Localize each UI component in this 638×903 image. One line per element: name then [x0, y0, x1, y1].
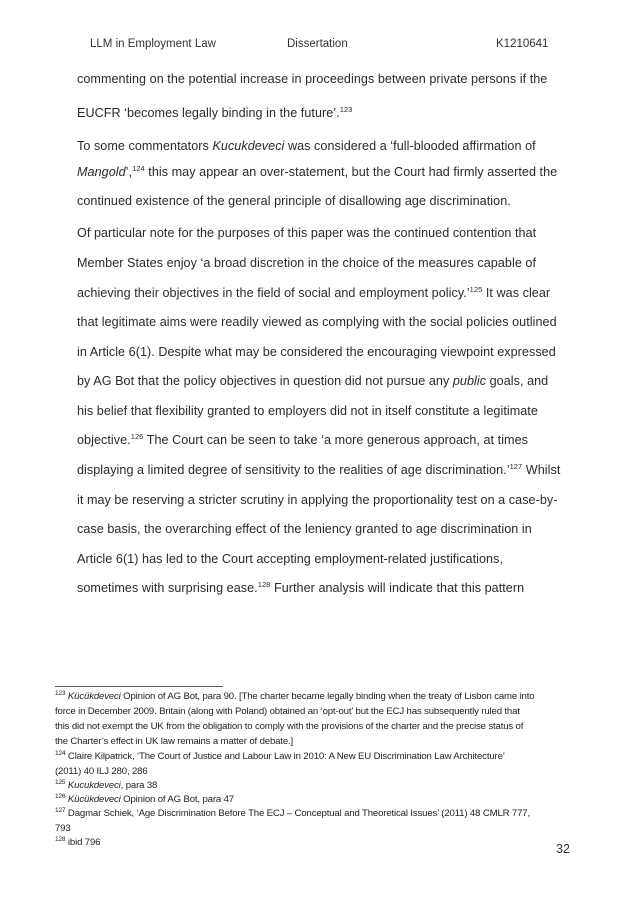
body-line: it may be reserving a stricter scrutiny in applying the proportionality test on a case-by- — [77, 493, 558, 507]
body-line: commenting on the potential increase in proceedings between private persons if the — [77, 72, 548, 86]
footnote-line: the Charter’s effect in UK law remains a matter of debate.] — [55, 736, 294, 747]
body-line: in Article 6(1). Despite what may be considered the encouraging viewpoint expressed — [77, 345, 556, 359]
footnote: $^{125}$ Kucukdeveci, para 38 — [55, 778, 158, 791]
body-line: Member States enjoy ‘a broad discretion in the choice of the measures capable of — [77, 256, 537, 270]
body-line: achieving their objectives in the field of social and employment policy.’$^{125}$ It was clear — [77, 284, 551, 300]
body-line: To some commentators Kucukdeveci was considered a ‘full-blooded affirmation of — [77, 139, 536, 153]
header-student-id: K1210641 — [496, 38, 549, 50]
footnote-ref[interactable]: 127 — [509, 461, 523, 471]
footnote: $^{124}$ Claire Kilpatrick, ‘The Court of Justice and Labour Law in 2010: A New EU Discrimination Law Architecture’ — [55, 749, 505, 762]
header-doc-type: Dissertation — [287, 38, 348, 50]
body-line: Mangold’,$^{124}$ this may appear an over-statement, but the Court had firmly asserted the — [77, 163, 558, 179]
footnote: $^{128}$ ibid 796 — [55, 835, 101, 848]
body-line: EUCFR ‘becomes legally binding in the future’.$^{123}$ — [77, 104, 353, 120]
footnote-line: (2011) 40 ILJ 280, 286 — [55, 766, 148, 777]
footnote-line: force in December 2009. Britain (along with Poland) obtained an ‘opt-out’ but the ECJ has subsequently ruled that — [55, 706, 520, 717]
body-line: objective.$^{126}$ The Court can be seen to take ‘a more generous approach, at times — [77, 431, 528, 447]
body-line: Of particular note for the purposes of this paper was the continued contention that — [77, 226, 537, 240]
footnote-ref[interactable]: 125 — [469, 284, 483, 294]
footnote-line: this did not exempt the UK from the obligation to comply with the provisions of the charter and the precise status of — [55, 721, 524, 732]
body-line: Article 6(1) has led to the Court accepting employment-related justifications, — [77, 552, 503, 566]
body-line: sometimes with surprising ease.$^{128}$ Further analysis will indicate that this pattern — [77, 579, 525, 595]
header-course: LLM in Employment Law — [90, 38, 216, 50]
footnote-separator — [55, 686, 223, 687]
body-line: by AG Bot that the policy objectives in question did not pursue any public goals, and — [77, 374, 549, 388]
footnote: $^{127}$ Dagmar Schiek, ‘Age Discrimination Before The ECJ – Conceptual and Theoretical Issues’ (2011) 48 CMLR 777, — [55, 806, 530, 819]
footnote-line: 793 — [55, 823, 71, 834]
footnote-ref[interactable]: 126 — [130, 431, 144, 441]
footnote-ref[interactable]: 124 — [132, 163, 145, 173]
footnote: $^{126}$ Kücükdeveci Opinion of AG Bot, para 47 — [55, 792, 234, 805]
body-line: case basis, the overarching effect of the leniency granted to age discrimination in — [77, 522, 532, 536]
body-line: that legitimate aims were readily viewed as complying with the social policies outlined — [77, 315, 557, 329]
body-line: continued existence of the general principle of disallowing age discrimination. — [77, 194, 511, 208]
body-line: displaying a limited degree of sensitivity to the realities of age discrimination.’$^{127}$ Whilst — [77, 461, 561, 477]
body-line: his belief that flexibility granted to employers did not in itself constitute a legitimate — [77, 404, 538, 418]
footnote-ref[interactable]: 128 — [257, 579, 271, 589]
footnote: $^{123}$ Kücükdeveci Opinion of AG Bot, para 90. [The charter became legally binding when the treaty of Lisbon came into — [55, 689, 535, 702]
page-number: 32 — [556, 842, 570, 856]
footnote-ref[interactable]: 123 — [339, 104, 353, 114]
